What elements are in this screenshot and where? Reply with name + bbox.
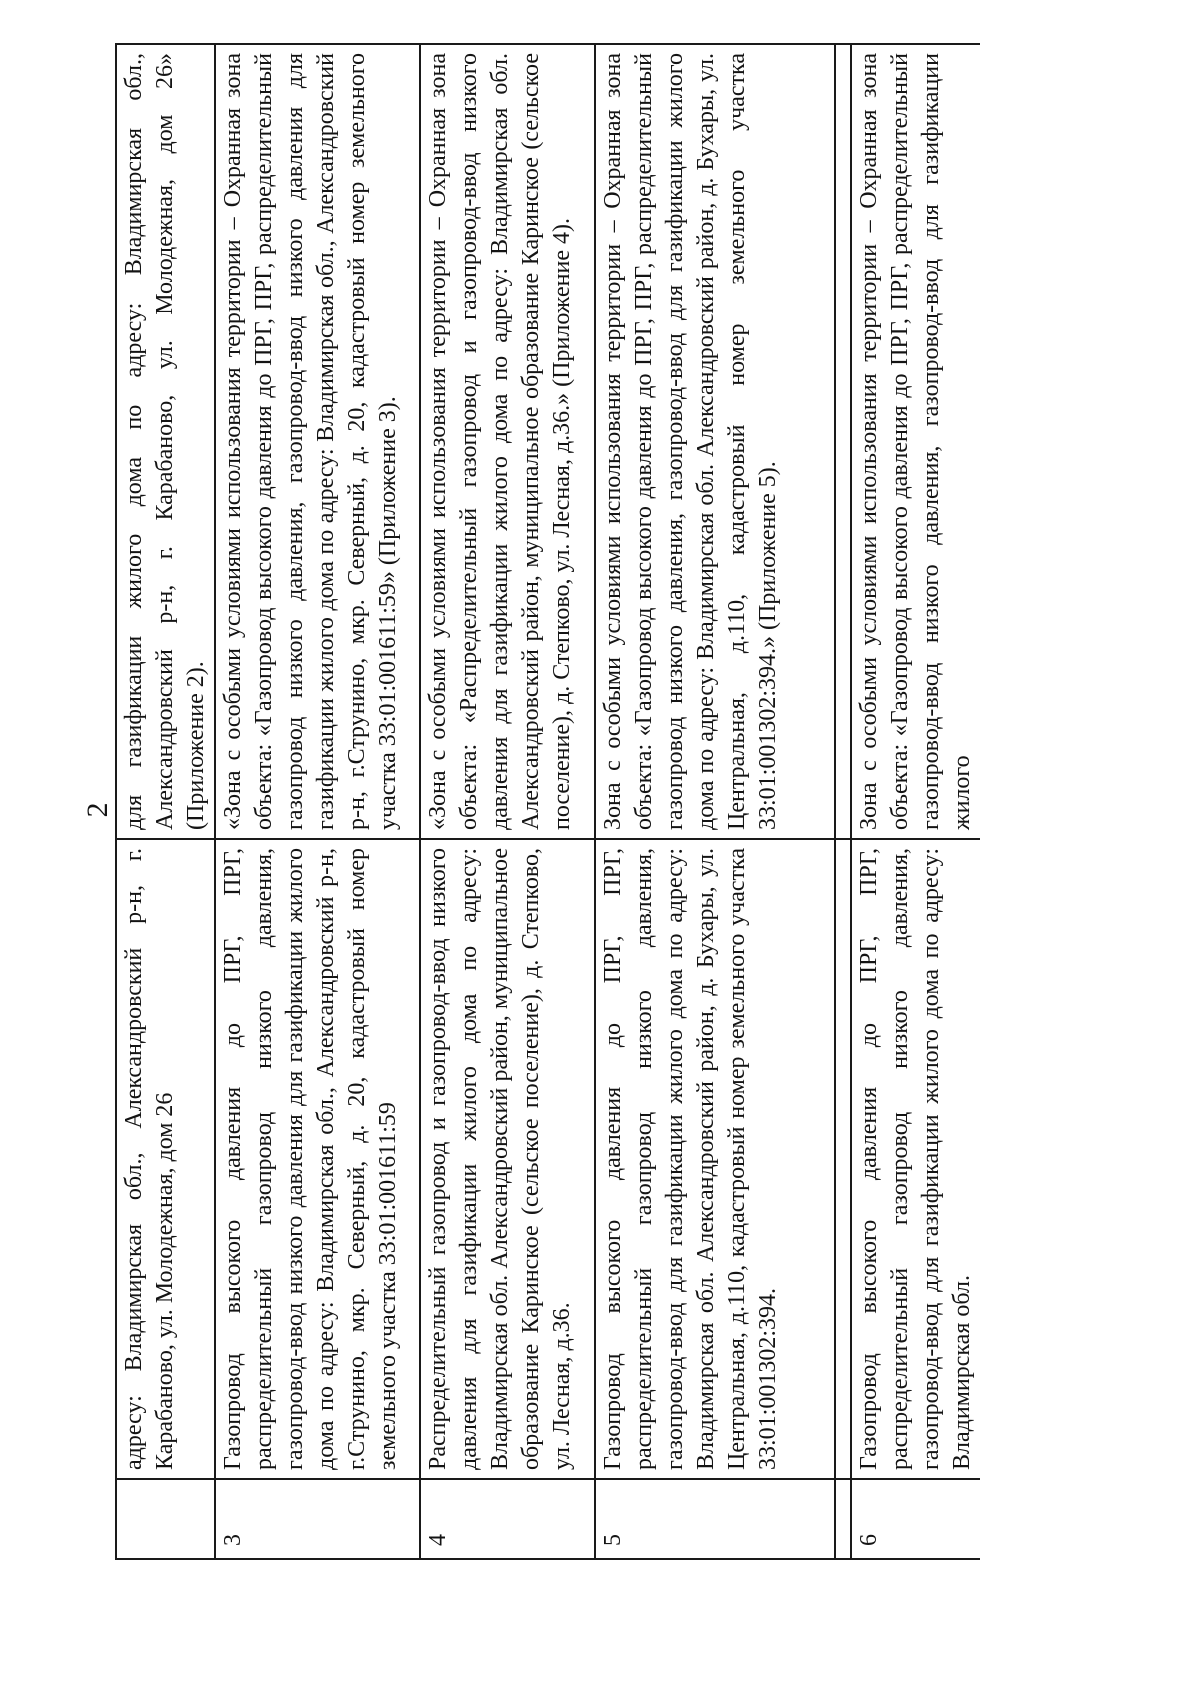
object-description-cell: Газопровод высокого давления до ПРГ, ПРГ, распределительный газопровод низкого давления, газопровод-ввод низкого давления для газификации жилого дома по адресу: Владимирская обл., Александровский р-н, г.Струнино, мкр. Северный, д. 20, кадастровый номер земельного участка 33:01:001611:59 <box>215 839 420 1479</box>
zone-description-cell: «Зона с особыми условиями использования территории – Охранная зона объекта: «Распределительный газопровод и газопровод-ввод низкого давления для газификации жилого дома по адресу: Владимирская обл. Александровский район, муниципальное образование Каринское (сельское поселение), д. Степково, ул. Лесная, д.36.» (Приложение 4). <box>420 44 595 839</box>
page-number: 2 <box>81 802 114 818</box>
object-description-cell: Распределительный газопровод и газопровод-ввод низкого давления для газификации жилого дома по адресу: Владимирская обл. Александровский район, муниципальное образование Каринское (сельское поселение), д. Степково, ул. Лесная, д.36. <box>420 839 595 1479</box>
table-gap <box>835 44 851 1559</box>
row-number-cell: 5 <box>595 1479 835 1559</box>
row-number-cell: 4 <box>420 1479 595 1559</box>
zone-description-cell: Зона с особыми условиями использования территории – Охранная зона объекта: «Газопровод высокого давления до ПРГ, ПРГ, распределительный газопровод низкого давления, газопровод-ввод для газификации жилого дома по адресу: Владимирская обл. Александровский район, д. Бухары, ул. Центральная, д.110, кадастровый номер земельного участка 33:01:001302:394.» (Приложение 5). <box>595 44 835 839</box>
zone-description-cell: Зона с особыми условиями использования территории – Охранная зона объекта: «Газопровод высокого давления до ПРГ, ПРГ, распределительный газопровод-ввод низкого давления, газопровод-ввод для газификации жилого <box>851 44 980 839</box>
object-description-cell: Газопровод высокого давления до ПРГ, ПРГ, распределительный газопровод низкого давления, газопровод-ввод для газификации жилого дома по адресу: Владимирская обл. <box>851 839 980 1479</box>
row-number-cell: 6 <box>851 1479 980 1559</box>
table-row <box>215 44 420 1559</box>
row-number-cell <box>116 1479 215 1559</box>
object-description-cell: Газопровод высокого давления до ПРГ, ПРГ, распределительный газопровод низкого давления, газопровод-ввод для газификации жилого дома по адресу: Владимирская обл. Александровский район, д. Бухары, ул. Центральная, д.110, кадастровый номер земельного участка 33:01:001302:394. <box>595 839 835 1479</box>
row-number-cell: 3 <box>215 1479 420 1559</box>
document-table <box>115 43 980 1560</box>
table-row <box>595 44 835 1559</box>
object-description-cell: адресу: Владимирская обл., Александровский р-н, г. Карабаново, ул. Молодежная, дом 26 <box>116 839 215 1479</box>
table-row <box>420 44 595 1559</box>
zone-description-cell: для газификации жилого дома по адресу: Владимирская обл., Александровский р-н, г. Карабаново, ул. Молодежная, дом 26» (Приложение 2). <box>116 44 215 839</box>
table-row <box>851 44 980 1559</box>
zone-description-cell: «Зона с особыми условиями использования территории – Охранная зона объекта: «Газопровод высокого давления до ПРГ, ПРГ, распределительный газопровод низкого давления, газопровод-ввод низкого давления для газификации жилого дома по адресу: Владимирская обл., Александровский р-н, г.Струнино, мкр. Северный, д. 20, кадастровый номер земельного участка 33:01:001611:59» (Приложение 3). <box>215 44 420 839</box>
table-row <box>116 44 215 1559</box>
document-table-container <box>115 45 1025 1560</box>
